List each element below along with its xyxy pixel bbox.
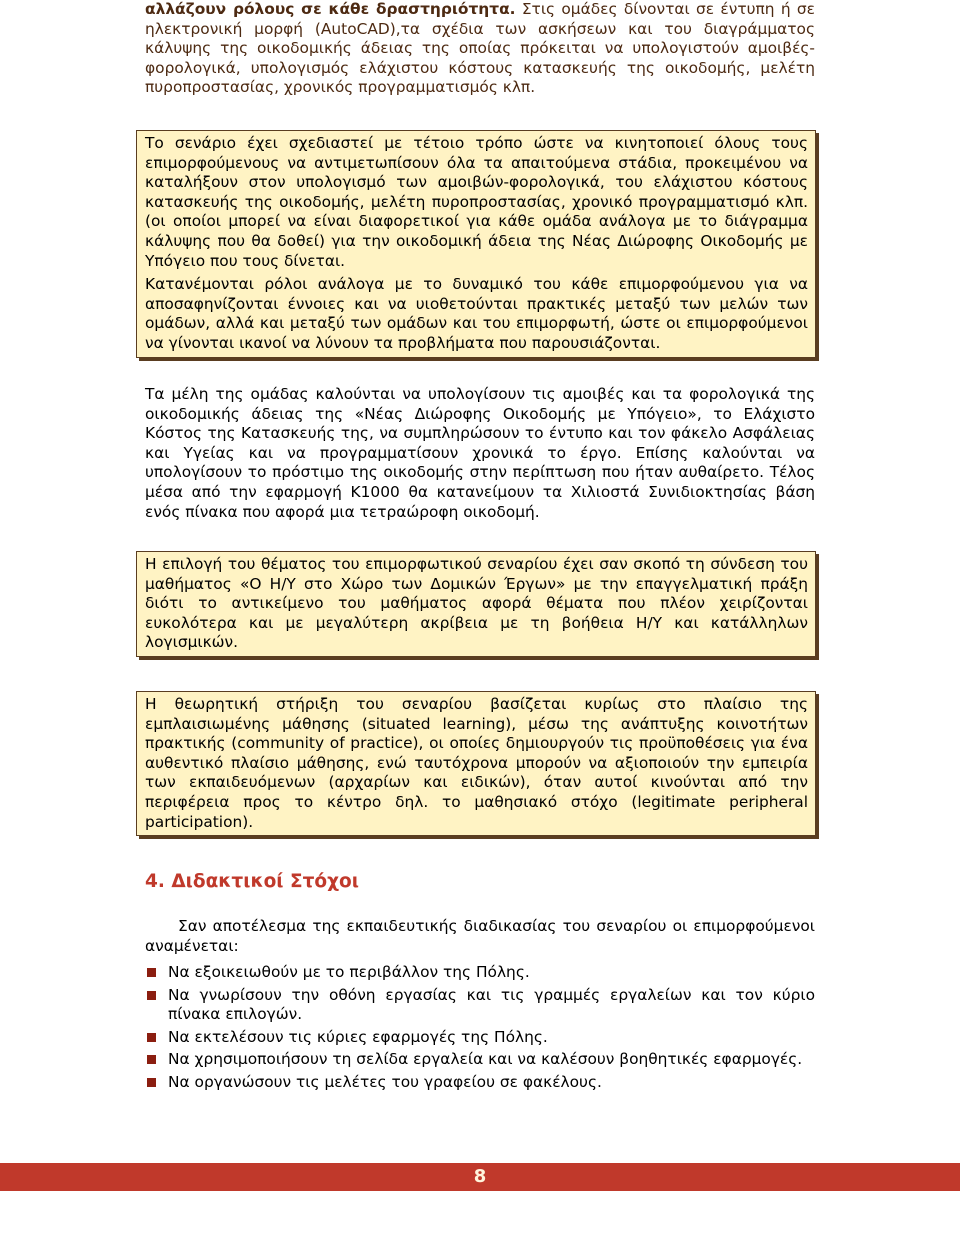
list-item: Να εξοικειωθούν με το περιβάλλον της Πόλης. bbox=[145, 963, 815, 983]
list-item: Να οργανώσουν τις μελέτες του γραφείου σε φακέλους. bbox=[145, 1073, 815, 1093]
scenario-design-paragraph-1: Το σενάριο έχει σχεδιαστεί με τέτοιο τρόπο ώστε να κινητοποιεί όλους τους επιμορφούμενους να αντιμετωπίσουν όλα τα απαιτούμενα στάδια, προκειμένου να καταλήξουν στον υπολογισμό των αμοιβών-φορολογικά, του ελάχιστου κόστους κατασκευής της οικοδομής, μελέτη πυροπροστασίας, χρονικό προγραμματισμό κλπ. (οι οποίοι μπορεί να είναι διαφορετικοί για κάθε ομάδα ανάλογα με το διάγραμμα κάλυψης που θα δοθεί) για την οικοδομική άδεια της Νέας Διώροφης Οικοδομής με Υπόγειο που τους δίνεται. bbox=[145, 134, 808, 270]
topic-choice-paragraph: Η επιλογή του θέματος του επιμορφωτικού σεναρίου έχει σαν σκοπό τη σύνδεση του μαθήματος «Ο Η/Υ στο Χώρο των Δομικών Έργων» με την επαγγελματική πράξη διότι το αντικείμενο του μαθήματος αφορά θέματα που πλέον χειρίζονται ευκολότερα και με μεγαλύτερη ακρίβεια με τη βοήθεια Η/Υ και κατάλληλων λογισμικών. bbox=[145, 555, 808, 652]
square-bullet-icon bbox=[147, 991, 156, 1000]
objectives-list bbox=[145, 963, 815, 1096]
intro-text: Στις ομάδες δίνονται σε έντυπη ή σε ηλεκτρονική μορφή (AutoCAD),τα σχέδια των ασκήσεων και του διαγράμματος κάλυψης της οικοδομικής άδειας της οποίας πρόκειται να υπολογιστούν αμοιβές-φορολογικά, υπολογισμός ελάχιστου κόστους κατασκευής της οικοδομής, μελέτη πυροπροστασίας, χρονικός προγραμματισμός κλπ. bbox=[145, 0, 815, 97]
list-item: Να γνωρίσουν την οθόνη εργασίας και τις γραμμές εργαλείων και τον κύριο πίνακα επιλογών. bbox=[145, 986, 815, 1025]
page-number: 8 bbox=[473, 1166, 487, 1187]
section-lead bbox=[145, 917, 815, 956]
square-bullet-icon bbox=[147, 1078, 156, 1087]
square-bullet-icon bbox=[147, 968, 156, 977]
list-item: Να εκτελέσουν τις κύριες εφαρμογές της Πόλης. bbox=[145, 1028, 815, 1048]
theory-box bbox=[136, 691, 816, 836]
intro-bold-lead: αλλάζουν ρόλους σε κάθε δραστηριότητα. bbox=[145, 0, 516, 18]
intro-paragraph bbox=[145, 0, 815, 98]
theory-paragraph: Η θεωρητική στήριξη του σεναρίου βασίζεται κυρίως στο πλαίσιο της εμπλαισιωμένης μάθησης (situated learning), μέσω της ανάπτυξης κοινοτήτων πρακτικής (community of practice), οι οποίες δημιουργούν τις προϋποθέσεις για ένα αυθεντικό πλαίσιο μάθησης, ενώ ταυτόχρονα μπορούν να αξιοποιούν την εμπειρία των εκπαιδευόμενων (αρχαρίων και ειδικών), όταν αυτοί κινούνται από την περιφέρεια προς το κέντρο δηλ. το μαθησιακό στόχο (legitimate peripheral participation). bbox=[145, 695, 808, 831]
topic-choice-box bbox=[136, 551, 816, 657]
square-bullet-icon bbox=[147, 1055, 156, 1064]
page-footer bbox=[0, 1163, 960, 1191]
section-heading: 4. Διδακτικοί Στόχοι bbox=[145, 871, 359, 892]
list-item: Να χρησιμοποιήσουν τη σελίδα εργαλεία και να καλέσουν βοηθητικές εφαρμογές. bbox=[145, 1050, 815, 1070]
section-lead-text: Σαν αποτέλεσμα της εκπαιδευτικής διαδικασίας του σεναρίου οι επιμορφούμενοι αναμένεται: bbox=[145, 917, 815, 955]
team-tasks-paragraph: Τα μέλη της ομάδας καλούνται να υπολογίσουν τις αμοιβές και τα φορολογικά της οικοδομικής άδειας της «Νέας Διώροφης Οικοδομής με Υπόγειο», το Ελάχιστο Κόστος της Κατασκευής της, να συμπληρώσουν το έντυπο και τον φάκελο Ασφάλειας και Υγείας και να προγραμματίσουν χρονικά το έργο. Επίσης καλούνται να υπολογίσουν το πρόστιμο της οικοδομής στην περίπτωση που ήταν αυθαίρετο. Τέλος μέσα από την εφαρμογή Κ1000 θα κατανείμουν τα Χιλιοστά Συνιδιοκτησίας βάση ενός πίνακα που αφορά μια τετραώροφη οικοδομή. bbox=[145, 385, 815, 521]
square-bullet-icon bbox=[147, 1033, 156, 1042]
scenario-design-paragraph-2: Κατανέμονται ρόλοι ανάλογα με το δυναμικό του κάθε επιμορφούμενου για να αποσαφηνίζονται έννοιες και να υιοθετούνται πρακτικές μεταξύ των μελών των ομάδων, αλλά και μεταξύ των ομάδων και του επιμορφωτή, ώστε οι επιμορφούμενοι να γίνονται ικανοί να λύνουν τα προβλήματα που παρουσιάζονται. bbox=[145, 275, 808, 352]
scenario-design-box bbox=[136, 130, 816, 358]
